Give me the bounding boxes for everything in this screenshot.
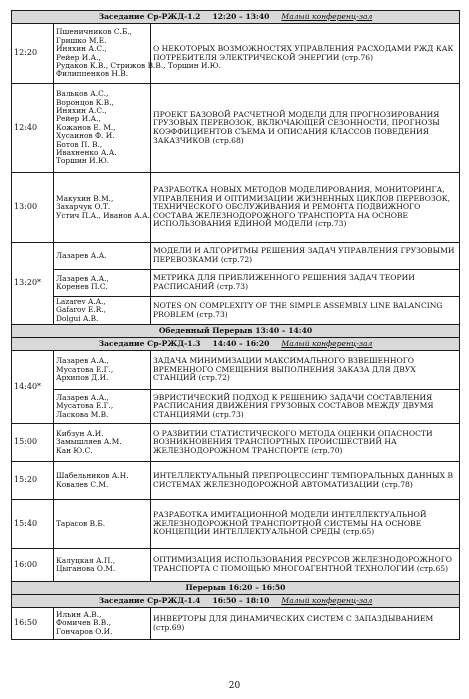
abstract-page-ref: (стр.78)	[381, 479, 413, 489]
talk-time: 15:40	[12, 500, 54, 549]
session-title: Перерыв 16:20 – 16:50	[185, 582, 286, 592]
session-header-row	[12, 338, 460, 351]
talk-title-cell	[151, 297, 460, 325]
talk-title: NOTES ON COMPLEXITY OF THE SIMPLE ASSEMBLY LINE BALANCING PROBLEM	[153, 300, 443, 319]
author-name: Шабельников А.Н.	[56, 471, 129, 481]
schedule-table	[11, 10, 460, 640]
talk-authors	[54, 390, 151, 424]
session-room: Малый конференц-зал	[281, 595, 373, 605]
talk-title-cell	[151, 462, 460, 500]
author-name: Захарчук О.Т.	[56, 202, 111, 212]
talk-title: ПРОЕКТ БАЗОВОЙ РАСЧЕТНОЙ МОДЕЛИ ДЛЯ ПРОГНОЗИРОВАНИЯ ГРУЗОВЫХ ПЕРЕВОЗОК, ВКЛЮЧАЮЩЕЙ СЕЗОННОСТИ, ПРОГНОЗЫ КОЭФФИЦИЕНТОВ СЪЕМА И ОПИСАНИЯ КЛАССОВ ПОВЕДЕНИЯ ЗАКАЗЧИКОВ	[153, 109, 440, 145]
author-name: Хусаинов Ф. И.	[56, 131, 115, 141]
session-header-row	[12, 595, 460, 608]
author-name: Устич П.А., Иванов А.А.	[56, 210, 150, 220]
talk-title-cell	[151, 270, 460, 297]
author-name: Лазарев А.А.	[56, 250, 107, 260]
talk-row	[12, 351, 460, 390]
author-name: Замышляев А.М.	[56, 437, 122, 447]
author-name: Пшеничников С.Б.,	[56, 27, 132, 37]
talk-title: ИНТЕЛЛЕКТУАЛЬНЫЙ ПРЕПРОЦЕССИНГ ТЕМПОРАЛЬНЫХ ДАННЫХ В СИСТЕМАХ ЖЕЛЕЗНОДОРОЖНОЙ АВТОМАТИЗАЦИИ	[153, 470, 454, 489]
talk-title: ЗАДАЧА МИНИМИЗАЦИИ МАКСИМАЛЬНОГО ВЗВЕШЕННОГО ВРЕМЕННОГО СМЕЩЕНИЯ ВЫПОЛНЕНИЯ ЗАКАЗА ДЛЯ ДВУХ СТАНЦИЙ	[153, 356, 416, 383]
author-name: Рудаков К.В., Стрижов В.В., Торшин И.Ю.	[56, 60, 221, 70]
author-name: Мусатова Е.Г.,	[56, 364, 114, 374]
talk-authors	[54, 424, 151, 462]
abstract-page-ref: (стр.73)	[196, 309, 228, 319]
author-name: Тарасов В.Б.	[56, 518, 106, 528]
author-name: Коренев П.С.	[56, 282, 108, 291]
talk-title: ОПТИМИЗАЦИЯ ИСПОЛЬЗОВАНИЯ РЕСУРСОВ ЖЕЛЕЗНОДОРОЖНОГО ТРАНСПОРТА С ПОМОЩЬЮ МНОГОАГЕНТНОЙ ТЕХНОЛОГИИ	[153, 555, 453, 573]
author-name: Макухин В.М.,	[56, 193, 114, 203]
session-header-row	[12, 11, 460, 24]
author-name: Фомичев В.В.,	[56, 618, 111, 628]
talk-title-cell	[151, 24, 460, 84]
session-time: 12:20 – 13:40	[212, 11, 270, 21]
author-name: Вальков А.С.,	[56, 89, 109, 99]
talk-authors	[54, 462, 151, 500]
author-name: Иняхин А.С.,	[56, 44, 107, 54]
author-name: Лазарев А.А.,	[56, 392, 109, 402]
author-name: Гончаров О.И.	[56, 626, 113, 636]
talk-time: 15:20	[12, 462, 54, 500]
talk-time: 14:40*	[12, 351, 54, 424]
schedule-body	[12, 11, 460, 640]
session-time: 14:40 – 16:20	[212, 338, 270, 348]
talk-title: ЭВРИСТИЧЕСКИЙ ПОДХОД К РЕШЕНИЮ ЗАДАЧИ СОСТАВЛЕНИЯ РАСПИСАНИЯ ДВИЖЕНИЯ ГРУЗОВЫХ СОСТАВОВ МЕЖДУ ДВУМЯ СТАНЦИЯМИ	[153, 392, 434, 419]
author-name: Dolgui A.B.	[56, 313, 99, 323]
abstract-page-ref: (стр.72)	[198, 373, 230, 383]
talk-row	[12, 424, 460, 462]
abstract-page-ref: (стр.65)	[342, 527, 375, 537]
talk-title: О НЕКОТОРЫХ ВОЗМОЖНОСТЯХ УПРАВЛЕНИЯ РАСХОДАМИ РЖД КАК ПОТРЕБИТЕЛЯ ЭЛЕКТРИЧЕСКОЙ ЭНЕРГИИ	[153, 43, 454, 62]
talk-authors	[54, 351, 151, 390]
author-name: Цыганова О.М.	[56, 564, 116, 573]
session-header-row	[12, 325, 460, 338]
abstract-page-ref: (стр.68)	[212, 135, 244, 145]
page-number: 20	[228, 681, 241, 691]
talk-authors	[54, 608, 151, 640]
abstract-page-ref: (стр.70)	[311, 445, 343, 455]
talk-time: 13:20*	[12, 243, 54, 325]
session-header	[12, 582, 460, 595]
session-title: Заседание Ср-РЖД-1.2	[98, 11, 201, 21]
author-name: Рейер И.А.,	[56, 114, 101, 124]
talk-title: МЕТРИКА ДЛЯ ПРИБЛИЖЕННОГО РЕШЕНИЯ ЗАДАЧ ТЕОРИИ РАСПИСАНИЙ	[153, 273, 415, 291]
talk-authors	[54, 173, 151, 243]
talk-time: 13:00	[12, 173, 54, 243]
abstract-page-ref: (стр.73)	[315, 219, 347, 229]
session-header	[12, 11, 460, 24]
talk-title: РАЗРАБОТКА ИМИТАЦИОННОЙ МОДЕЛИ ИНТЕЛЛЕКТУАЛЬНОЙ ЖЕЛЕЗНОДОРОЖНОЙ ТРАНСПОРТНОЙ СИСТЕМЫ НА ОСНОВЕ КОНЦЕПЦИИ ИНТЕЛЛЕКТУАЛЬНОЙ СРЕДЫ	[153, 510, 427, 537]
session-room: Малый конференц-зал	[281, 11, 373, 21]
author-name: Воронцов К.В.,	[56, 97, 114, 107]
talk-title-cell	[151, 608, 460, 640]
session-time: 16:50 – 18:10	[212, 595, 270, 605]
author-name: Мусатова Е.Г.,	[56, 401, 114, 411]
author-name: Ковалев С.М.	[56, 479, 109, 489]
abstract-page-ref: (стр.73)	[212, 409, 244, 419]
talk-title: МОДЕЛИ И АЛГОРИТМЫ РЕШЕНИЯ ЗАДАЧ УПРАВЛЕНИЯ ГРУЗОВЫМИ ПЕРЕВОЗКАМИ	[153, 246, 455, 264]
author-name: Кибзун А.И.	[56, 428, 104, 438]
author-name: Архипов Д.И.	[56, 373, 109, 383]
author-name: Lazarev A.A.,	[56, 296, 106, 306]
talk-title: РАЗРАБОТКА НОВЫХ МЕТОДОВ МОДЕЛИРОВАНИЯ, МОНИТОРИНГА, УПРАВЛЕНИЯ И ОПТИМИЗАЦИИ ЖИЗНЕННЫХ ЦИКЛОВ ПЕРЕВОЗОК, ТЕХНИЧЕСКОГО ОБСЛУЖИВАНИЯ И РЕМОНТА ПОДВИЖНОГО СОСТАВА ЖЕЛЕЗНОДОРОЖНОГО ТРАНСПОРТА НА ОСНОВЕ ИСПОЛЬЗОВАНИЯ ЕДИНОЙ МОДЕЛИ	[153, 185, 451, 229]
author-name: Иняхин А.С.,	[56, 105, 107, 115]
session-header	[12, 595, 460, 608]
author-name: Gafarov E.R.,	[56, 305, 106, 315]
schedule-page	[11, 10, 459, 640]
author-name: Лазарев А.А.,	[56, 273, 109, 283]
talk-row	[12, 297, 460, 325]
session-header-row	[12, 582, 460, 595]
author-name: Ласкова М.В.	[56, 409, 109, 419]
talk-authors	[54, 24, 221, 84]
talk-time: 12:40	[12, 84, 54, 173]
abstract-page-ref: (стр.69)	[153, 622, 185, 632]
talk-title-cell	[151, 424, 460, 462]
talk-title-cell	[151, 549, 460, 582]
abstract-page-ref: (стр.73)	[216, 282, 249, 291]
abstract-page-ref: (стр.65)	[416, 564, 449, 573]
talk-authors	[54, 297, 151, 325]
talk-row	[12, 608, 460, 640]
talk-title-cell	[151, 500, 460, 549]
author-name: Кожанов Е. М.,	[56, 122, 116, 132]
talk-row	[12, 243, 460, 270]
abstract-page-ref: (стр.76)	[341, 52, 374, 62]
talk-time: 15:00	[12, 424, 54, 462]
talk-authors	[54, 500, 151, 549]
author-name: Ботов П. В.,	[56, 139, 103, 149]
author-name: Калуцкая А.П.,	[56, 555, 116, 565]
author-name: Лазарев А.А.,	[56, 356, 109, 366]
session-title: Заседание Ср-РЖД-1.4	[98, 595, 201, 605]
talk-title-cell	[151, 173, 460, 243]
talk-time: 12:20	[12, 24, 54, 84]
talk-row	[12, 462, 460, 500]
talk-authors	[54, 84, 151, 173]
session-title: Обеденный Перерыв 13:40 – 14:40	[158, 325, 313, 335]
talk-time: 16:50	[12, 608, 54, 640]
session-room: Малый конференц-зал	[281, 338, 373, 348]
talk-row	[12, 549, 460, 582]
author-name: Рейер И.А.,	[56, 52, 101, 62]
session-header	[12, 338, 460, 351]
session-title: Заседание Ср-РЖД-1.3	[98, 338, 201, 348]
talk-row	[12, 390, 460, 424]
talk-row	[12, 84, 460, 173]
talk-authors	[54, 243, 151, 270]
session-header	[12, 325, 460, 338]
author-name: Кан Ю.С.	[56, 445, 93, 455]
talk-title-cell	[151, 84, 460, 173]
talk-time: 16:00	[12, 549, 54, 582]
author-name: Ильин А.В.,	[56, 609, 102, 619]
talk-title-cell	[151, 351, 460, 390]
author-name: Ивахненко А.А.	[56, 148, 117, 158]
talk-title-cell	[151, 243, 460, 270]
talk-row	[12, 173, 460, 243]
talk-row	[12, 24, 460, 84]
author-name: Гришко М.Е.	[56, 35, 107, 45]
talk-title: ИНВЕРТОРЫ ДЛЯ ДИНАМИЧЕСКИХ СИСТЕМ С ЗАПАЗДЫВАНИЕМ	[153, 613, 434, 623]
talk-title-cell	[151, 390, 460, 424]
talk-row	[12, 270, 460, 297]
talk-title: О РАЗВИТИИ СТАТИСТИЧЕСКОГО МЕТОДА ОЦЕНКИ ОПАСНОСТИ ВОЗНИКНОВЕНИЯ ТРАНСПОРТНЫХ ПРОИСШЕСТВИЙ НА ЖЕЛЕЗНОДОРОЖНОМ ТРАНСПОРТЕ	[153, 428, 433, 455]
author-name: Филиппенков Н.В.	[56, 69, 128, 79]
talk-authors	[54, 270, 151, 297]
abstract-page-ref: (стр.72)	[220, 255, 253, 264]
talk-authors	[54, 549, 151, 582]
author-name: Торшин И.Ю.	[56, 156, 110, 166]
talk-row	[12, 500, 460, 549]
